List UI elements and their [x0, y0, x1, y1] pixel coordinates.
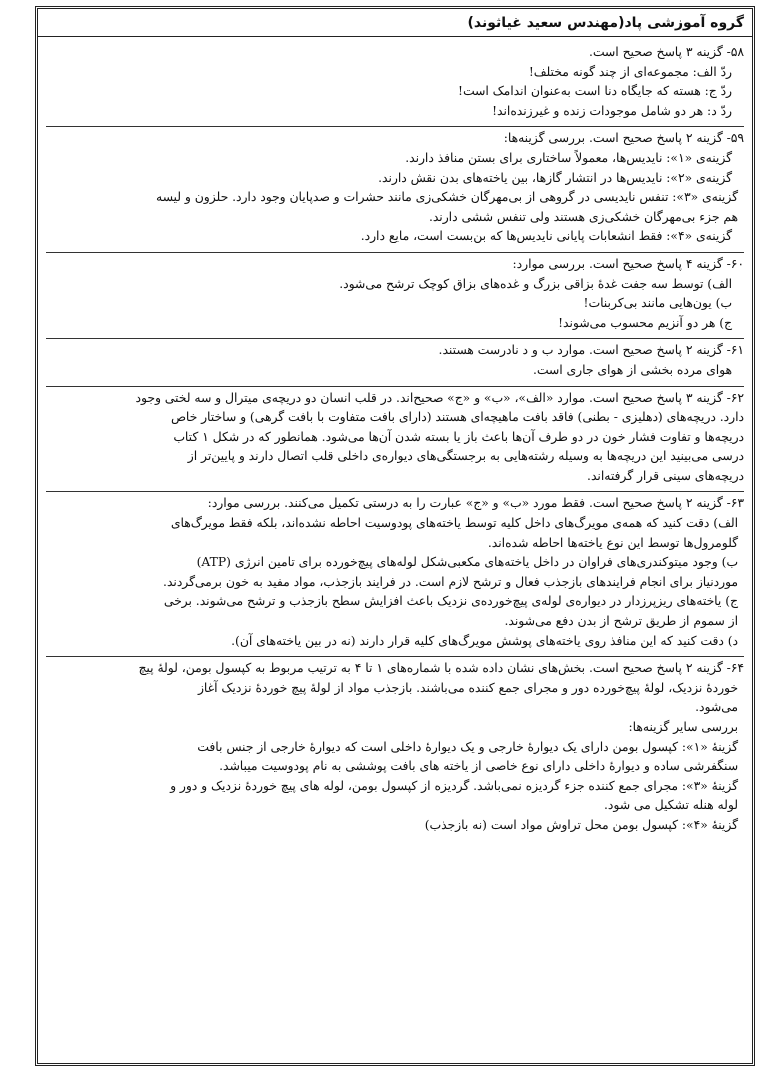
- answer-block-58: [46, 41, 744, 127]
- answer-line: ب) یون‌هایی مانند بی‌کربنات!: [583, 296, 732, 311]
- answer-line: گلومرول‌ها توسط این نوع یاخته‌ها احاطه شده‌اند.: [487, 535, 738, 550]
- answer-line: ب) وجود میتوکندری‌های فراوان در داخل یاخته‌های مکعبی‌شکل لوله‌های پیچ‌خورده برای تامین انرژی (ATP): [196, 555, 738, 570]
- answer-line: گزینهٔ «۴»: کپسول بومن محل تراوش مواد است (نه بازجذب): [424, 817, 738, 832]
- answer-line: گزینهٔ «۱»: کپسول بومن دارای یک دیوارهٔ خارجی و یک دیوارهٔ داخلی است که دیوارهٔ خارجی از جنس بافت: [197, 739, 738, 754]
- answer-line: سنگفرشی ساده و دیوارهٔ داخلی دارای نوع خاصی از یاخته های بافت پوششی به نام پودوسیت میباشد.: [219, 759, 738, 774]
- answer-heading: ۵۸- گزینه ۳ پاسخ صحیح است.: [588, 45, 744, 59]
- page-header: [38, 9, 752, 37]
- answer-line: می‌شود.: [695, 700, 738, 715]
- answer-heading: ۶۰- گزینه ۴ پاسخ صحیح است. بررسی موارد:: [512, 256, 744, 271]
- answer-line: گزینه‌ی «۲»: نایدیس‌ها در انتشار گازها، بین یاخته‌های بدن نقش دارند.: [378, 170, 732, 185]
- answer-line: گزینه‌ی «۱»: نایدیس‌ها، معمولاً ساختاری برای بستن منافذ دارند.: [405, 150, 732, 165]
- answer-line: درسی می‌بینید این دریچه‌ها به وسیله رشته‌هایی به برجستگی‌های دیواره‌ی داخلی قلب اتصال دارند و پایین‌تر از: [187, 449, 744, 464]
- answer-line: خوردهٔ نزدیک، لولهٔ پیچ‌خورده دور و مجرای جمع کننده می‌باشند. بازجذب مواد از لولهٔ پیچ خوردهٔ نزدیک آغاز: [197, 680, 738, 695]
- answer-line: گزینهٔ «۳»: مجرای جمع کننده جزء گردیزه نمی‌باشد. گردیزه از کپسول بومن، لوله های پیچ خوردهٔ نزدیک و دور و: [170, 778, 738, 793]
- answer-line: دریچه‌های سینی قرار گرفته‌اند.: [587, 468, 744, 483]
- answer-line: هوای مرده بخشی از هوای جاری است.: [532, 362, 732, 377]
- answer-line: گزینه‌ی «۳»: تنفس نایدیسی در گروهی از بی‌مهرگان خشکی‌زی مانند حشرات و صدپایان وجود دارد. حلزون و لیسه: [155, 190, 738, 205]
- answer-block-63: [46, 492, 744, 657]
- header-title: گروه آموزشی پاد(مهندس سعید غیاثوند): [467, 14, 744, 31]
- answer-line: هم جزء بی‌مهرگان خشکی‌زی هستند ولی تنفس ششی دارند.: [428, 209, 738, 224]
- answer-line: ردّ د: هر دو شامل موجودات زنده و غیرزنده‌اند!: [492, 103, 732, 118]
- answer-line: ردّ الف: مجموعه‌ای از چند گونه مختلف!: [528, 64, 732, 79]
- answer-line: دارد. دریچه‌های (دهلیزی - بطنی) فاقد بافت ماهیچه‌ای هستند (دارای بافت متفاوت با بافت گرهی) و ساختار خاص: [170, 410, 744, 425]
- answer-heading: ۶۳- گزینه ۲ پاسخ صحیح است. فقط مورد «ب» و «ج» عبارت را به درستی تکمیل می‌کنند. بررسی موارد:: [207, 496, 744, 511]
- answer-block-64: [46, 657, 744, 840]
- answer-block-60: [46, 253, 744, 339]
- answer-line: الف) توسط سه جفت غدهٔ بزاقی بزرگ و غده‌های بزاق کوچک ترشح می‌شود.: [339, 276, 732, 291]
- answer-heading: ۶۴- گزینه ۲ پاسخ صحیح است. بخش‌های نشان داده شده با شماره‌های ۱ تا ۴ به ترتیب مربوط به کپسول بومن، لولهٔ پیچ: [138, 661, 744, 676]
- answer-line: ج) هر دو آنزیم محسوب می‌شوند!: [558, 315, 732, 330]
- answer-heading: ۶۱- گزینه ۲ پاسخ صحیح است. موارد ب و د نادرست هستند.: [438, 343, 744, 358]
- answer-heading: ۶۲- گزینه ۳ پاسخ صحیح است. موارد «الف»، «ب» و «ج» صحیح‌اند. در قلب انسان دو دریچه‌ی میترال و سه لختی وجود: [135, 390, 744, 405]
- answer-block-61: [46, 339, 744, 386]
- answer-heading: ۵۹- گزینه ۲ پاسخ صحیح است. بررسی گزینه‌ها:: [503, 131, 744, 146]
- answer-block-62: [46, 387, 744, 493]
- answer-line: د) دقت کنید که این منافذ روی یاخته‌های پوشش مویرگ‌های کلیه قرار دارند (نه در بین یاخته‌های آن).: [231, 633, 738, 648]
- answer-line: ج) یاخته‌های ریزپرزدار در دیواره‌ی لوله‌ی پیچ‌خورده‌ی نزدیک باعث افزایش سطح بازجذب و ترشح می‌شوند. برخی: [163, 594, 738, 609]
- answer-block-59: [46, 127, 744, 253]
- answer-line: ردّ ج: هسته که جایگاه دنا است به‌عنوان اندامک است!: [458, 84, 732, 99]
- answers-content: [38, 37, 752, 841]
- answer-line: دریچه‌ها و تفاوت فشار خون در دو طرف آن‌ها باعث باز یا بسته شدن آن‌ها می‌شود. همانطور که در شکل ۱ کتاب: [173, 429, 744, 444]
- answer-line: از سموم از طریق ترشح از بدن دفع می‌شوند.: [504, 614, 738, 629]
- page-frame: [35, 6, 755, 1066]
- answer-line: موردنیاز برای انجام فرایندهای بازجذب فعال و ترشح لازم است. در فرایند بازجذب، مواد مفید به خون برمی‌گردند.: [163, 574, 738, 589]
- answer-line: بررسی سایر گزینه‌ها:: [628, 720, 738, 734]
- answer-line: لوله هنله تشکیل می شود.: [603, 798, 738, 813]
- answer-line: الف) دقت کنید که همه‌ی مویرگ‌های داخل کلیه توسط یاخته‌های پودوسیت احاطه نشده‌اند، بلکه فقط مویرگ‌های: [170, 516, 738, 531]
- answer-line: گزینه‌ی «۴»: فقط انشعابات پایانی نایدیس‌ها که بن‌بست است، مایع دارد.: [360, 229, 732, 244]
